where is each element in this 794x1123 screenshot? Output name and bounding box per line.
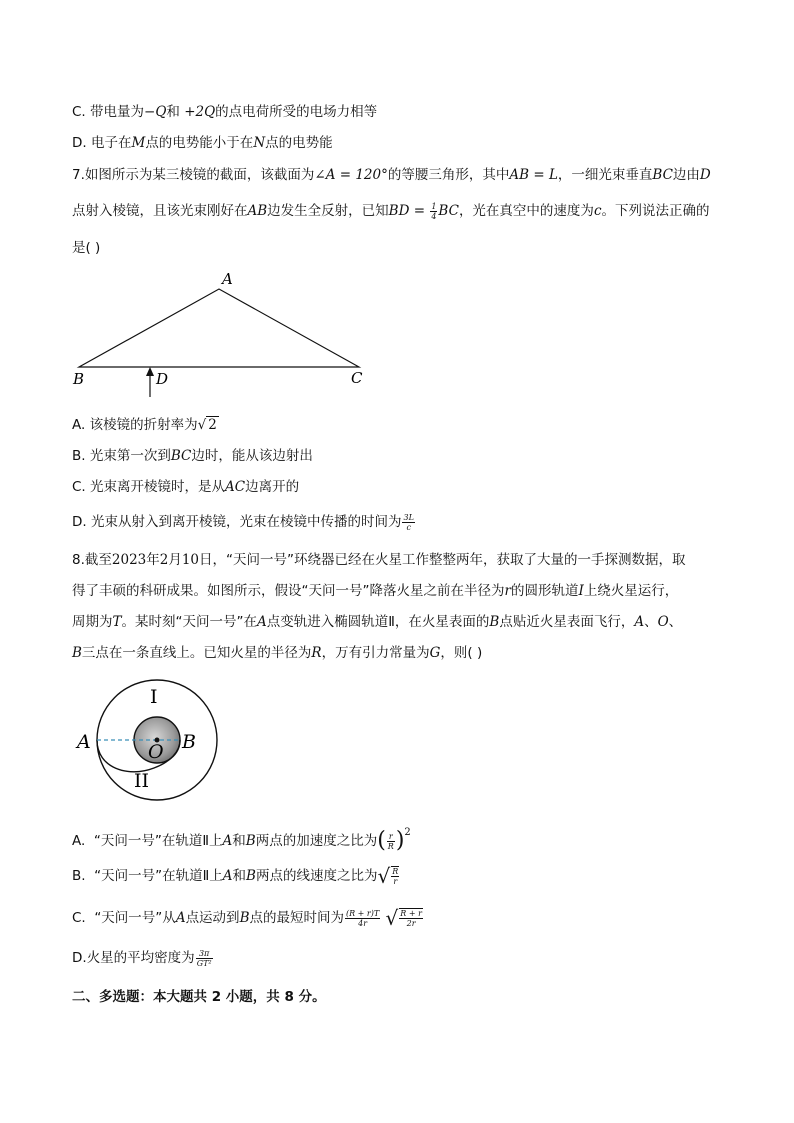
fraction-r-over-R: $\frac{r}{R}$ [387, 831, 394, 851]
q7-stem-line2: 点射入棱镜，且该光束刚好在AB边发生全反射，已知BD = $\frac{1}{4}$ BC，光在真空中的速度为c。下列说法正确的 [72, 201, 710, 221]
fraction-time: $\frac{(R + r)T}{4r}$ [345, 908, 380, 928]
label-B: B [73, 370, 85, 388]
q8-stem-line2: 得了丰硕的科研成果。如图所示，假设“天问一号”降落火星之前在半径为r的圆形轨道I上绕火星运行， [72, 583, 679, 599]
q8-option-d: D.火星的平均密度为 $\frac{3\pi}{\text{GT²}}$ [72, 948, 212, 968]
fraction-density: $\frac{3\pi}{\text{GT²}}$ [196, 948, 212, 968]
label-D: D [156, 370, 169, 388]
q7-option-d: D. 光束从射入到离开棱镜，光束在棱镜中传播的时间为 $\frac{3L}{c}$ [72, 512, 414, 532]
label-A: A [222, 270, 233, 288]
section-2-title: 二、多选题：本大题共 2 小题，共 8 分。 [72, 989, 326, 1005]
fraction-R-over-r: $\frac{R}{r}$ [392, 867, 399, 886]
sqrt-symbol: √ 2 [197, 417, 217, 433]
label-I: I [150, 686, 158, 708]
q8-stem-line4: B三点在一条直线上。已知火星的半径为R，万有引力常量为G，则( ) [72, 645, 483, 661]
fraction-3L-over-c: $\frac{3L}{c}$ [403, 512, 414, 532]
q7-prism-figure [60, 265, 380, 405]
q7-option-c: C. 光束离开棱镜时，是从AC边离开的 [72, 479, 300, 495]
q8-option-b: B. “天问一号”在轨道Ⅱ上A和B两点的线速度之比为√ $\frac{R}{r}$ [72, 864, 399, 888]
fraction-sqrt-arg: $\frac{R + r}{2r}$ [400, 909, 422, 928]
q6-option-c: C. 带电量为−Q和 +2Q的点电荷所受的电场力相等 [72, 104, 378, 120]
label-A: A [77, 731, 91, 753]
q8-stem-line3: 周期为T。某时刻“天问一号”在A点变轨进入椭圆轨道Ⅱ，在火星表面的B点贴近火星表面飞行，A、O、 [72, 614, 683, 630]
fraction-one-quarter: $\frac{1}{4}$ [431, 201, 437, 221]
sqrt-symbol: √ [377, 864, 391, 888]
q7-stem-line3: 是( ) [72, 240, 101, 256]
q7-option-a: A. 该棱镜的折射率为√ 2 [72, 417, 217, 433]
q8-option-c: C. “天问一号”从A点运动到B点的最短时间为 $\frac{(R + r)T}{4r}$ √ $\frac{R + r}{2r}$ [72, 906, 422, 930]
sqrt-symbol: √ [385, 906, 399, 930]
q7-stem-line1: 7.如图所示为某三棱镜的截面，该截面为∠A = 120°的等腰三角形，其中AB = L，一细光束垂直BC边由D [72, 167, 711, 183]
label-II: II [134, 770, 150, 792]
label-C: C [351, 369, 363, 387]
label-O: O [148, 741, 164, 763]
q8-option-a: A. “天问一号”在轨道Ⅱ上A和B两点的加速度之比为( $\frac{r}{R}$ )$^2$ [72, 827, 411, 853]
q6-option-d: D. 电子在M点的电势能小于在N点的电势能 [72, 135, 333, 151]
q8-orbit-figure [70, 676, 240, 806]
light-beam-arrowhead [146, 367, 154, 376]
q8-stem-line1: 8.截至2023年2月10日，“天问一号”环绕器已经在火星工作整整两年，获取了大量的一手探测数据，取 [72, 552, 686, 568]
q7-option-b: B. 光束第一次到BC边时，能从该边射出 [72, 448, 313, 464]
label-B: B [182, 731, 196, 753]
prism-triangle [79, 289, 359, 367]
